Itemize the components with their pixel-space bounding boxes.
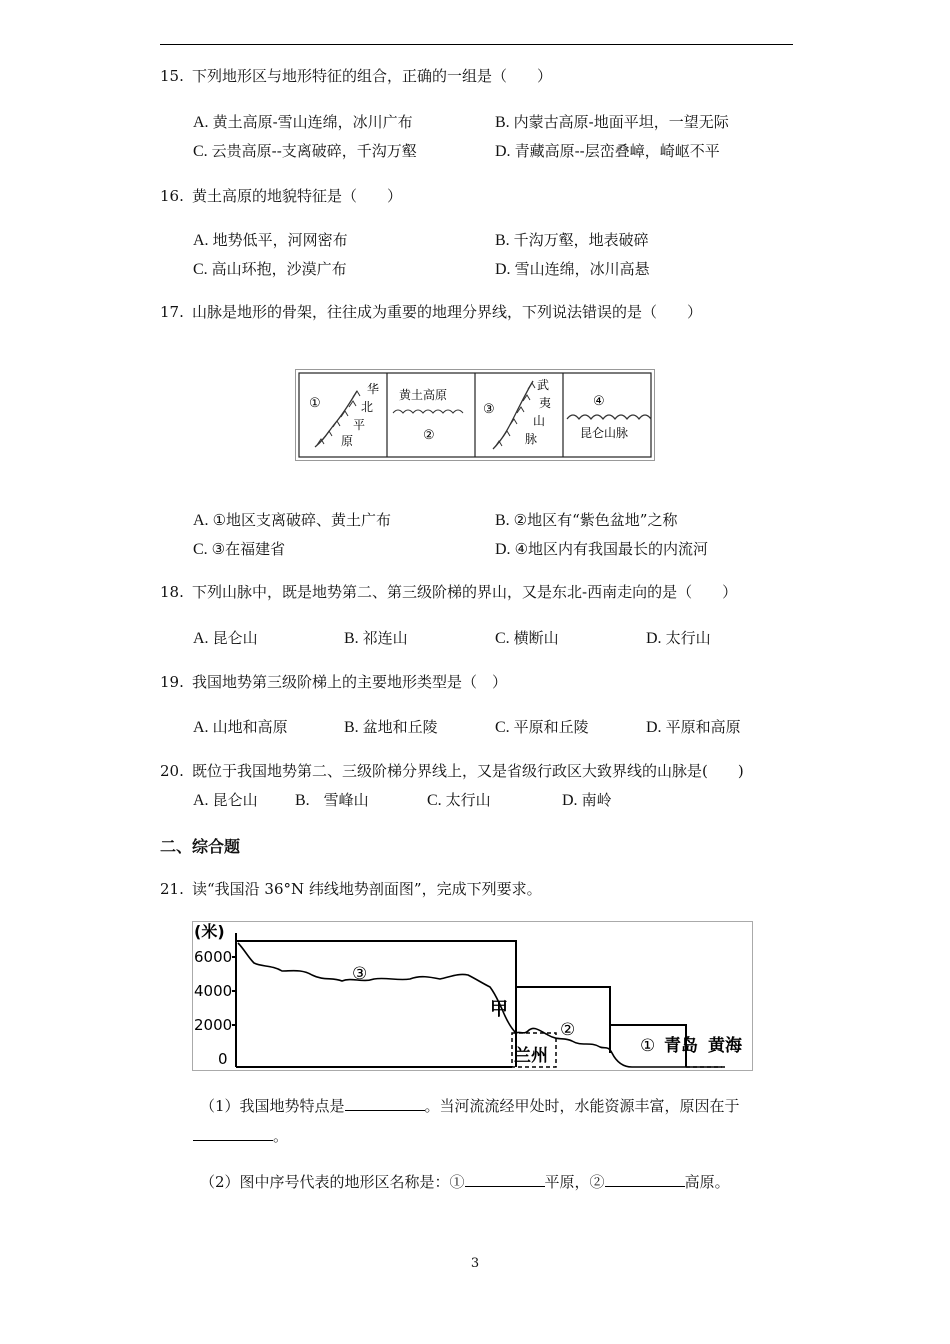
section-title: 二、综合题	[160, 837, 241, 856]
option-d[interactable]: D. 平原和高原	[646, 718, 741, 736]
option-b[interactable]: B. 祁连山	[344, 629, 408, 647]
panel-4-label: 昆仑山脉	[580, 426, 629, 440]
answer-blank[interactable]	[345, 1096, 425, 1111]
option-a[interactable]: A. 地势低平，河网密布	[193, 231, 348, 249]
y-axis-unit: (米)	[194, 922, 225, 941]
region-3-mark: ③	[352, 964, 368, 984]
page-number: 3	[470, 1256, 480, 1271]
panel-3-label-char: 夷	[539, 396, 552, 410]
point-jia-label: 甲	[490, 999, 508, 1020]
option-a[interactable]: A. 昆仑山	[193, 791, 258, 809]
panel-1-label-char: 北	[361, 400, 374, 414]
question-number: 17.	[160, 303, 184, 321]
question-stem: 我国地势第三级阶梯上的主要地形类型是（ ）	[192, 673, 508, 691]
panel-2-mark: ②	[423, 428, 435, 443]
panel-1-mark: ①	[309, 396, 321, 411]
header-rule	[160, 44, 793, 45]
y-tick-label: 2000	[194, 1016, 233, 1034]
question-stem: 既位于我国地势第二、三级阶梯分界线上，又是省级行政区大致界线的山脉是( )	[192, 762, 744, 780]
question-number: 15.	[160, 67, 184, 85]
option-b[interactable]: B. ②地区有“紫色盆地”之称	[495, 511, 678, 529]
question-stem: 下列山脉中，既是地势第二、第三级阶梯的界山，又是东北-西南走向的是（ ）	[192, 583, 738, 601]
panel-3-label-char: 脉	[525, 432, 538, 446]
terrain-panel-figure	[295, 369, 655, 461]
option-a[interactable]: A. ①地区支离破碎、黄土广布	[193, 511, 392, 529]
question-16	[160, 186, 402, 206]
question-15	[160, 66, 552, 86]
q21-sub1: （1）我国地势特点是 。当河流流经甲处时，水能资源丰富，原因在于	[200, 1097, 740, 1115]
y-tick-label: 6000	[194, 948, 233, 966]
answer-blank[interactable]	[193, 1126, 273, 1141]
question-stem: 山脉是地形的骨架，往往成为重要的地理分界线，下列说法错误的是（ ）	[192, 303, 703, 321]
question-number: 18.	[160, 583, 184, 601]
question-17	[160, 302, 702, 322]
option-c[interactable]: C. ③在福建省	[193, 540, 286, 558]
option-d[interactable]: D. 青藏高原--层峦叠嶂，崎岖不平	[495, 142, 720, 160]
region-2-mark: ②	[560, 1020, 576, 1040]
panel-2-label: 黄土高原	[399, 388, 448, 402]
answer-blank[interactable]	[605, 1172, 685, 1187]
option-d[interactable]: D. 雪山连绵，冰川高悬	[495, 260, 650, 278]
option-b[interactable]: B. 千沟万壑，地表破碎	[495, 231, 649, 249]
question-20	[160, 761, 744, 781]
q21-sub1-cont: 。	[193, 1126, 288, 1146]
panel-3-label-char: 山	[533, 414, 546, 428]
option-a[interactable]: A. 黄土高原-雪山连绵，冰川广布	[193, 113, 413, 131]
panel-1-label-char: 华	[367, 382, 380, 396]
question-18	[160, 582, 737, 602]
option-c[interactable]: C. 云贵高原--支离破碎，千沟万壑	[193, 142, 417, 160]
option-d[interactable]: D. 太行山	[646, 629, 711, 647]
option-b[interactable]: B. 盆地和丘陵	[344, 718, 438, 736]
question-21	[160, 879, 542, 899]
question-number: 21.	[160, 880, 184, 898]
y-tick-label: 4000	[194, 982, 233, 1000]
answer-blank[interactable]	[465, 1172, 545, 1187]
panel-4-mark: ④	[593, 394, 605, 409]
option-b[interactable]: B. 内蒙古高原-地面平坦，一望无际	[495, 113, 729, 131]
option-a[interactable]: A. 昆仑山	[193, 629, 258, 647]
y-tick-label: 0	[218, 1050, 228, 1068]
terrain-profile-figure	[192, 921, 753, 1071]
q21-sub2: （2）图中序号代表的地形区名称是：① 平原，② 高原。	[200, 1173, 730, 1191]
lanzhou-label: 兰州	[514, 1046, 548, 1066]
question-number: 16.	[160, 187, 184, 205]
region-1-mark: ①	[640, 1036, 656, 1056]
option-c[interactable]: C. 高山环抱，沙漠广布	[193, 260, 347, 278]
panel-3-mark: ③	[483, 402, 495, 417]
question-number: 20.	[160, 762, 184, 780]
option-b[interactable]: B. 雪峰山	[295, 791, 369, 809]
qingdao-label: 青岛	[664, 1036, 698, 1056]
panel-1-label-char: 平	[353, 418, 366, 432]
question-stem: 黄土高原的地貌特征是（ ）	[192, 187, 403, 205]
yellow-sea-label: 黄海	[708, 1036, 742, 1056]
question-stem: 下列地形区与地形特征的组合，正确的一组是（ ）	[192, 67, 553, 85]
question-19	[160, 672, 507, 692]
option-d[interactable]: D. ④地区内有我国最长的内流河	[495, 540, 709, 558]
panel-1-label-char: 原	[341, 434, 354, 448]
option-a[interactable]: A. 山地和高原	[193, 718, 288, 736]
option-c[interactable]: C. 平原和丘陵	[495, 718, 589, 736]
question-stem: 读“我国沿 36°N 纬线地势剖面图”，完成下列要求。	[192, 880, 542, 898]
option-d[interactable]: D. 南岭	[562, 791, 612, 809]
option-c[interactable]: C. 横断山	[495, 629, 559, 647]
panel-3-label-char: 武	[537, 378, 550, 392]
option-c[interactable]: C. 太行山	[427, 791, 491, 809]
question-number: 19.	[160, 673, 184, 691]
